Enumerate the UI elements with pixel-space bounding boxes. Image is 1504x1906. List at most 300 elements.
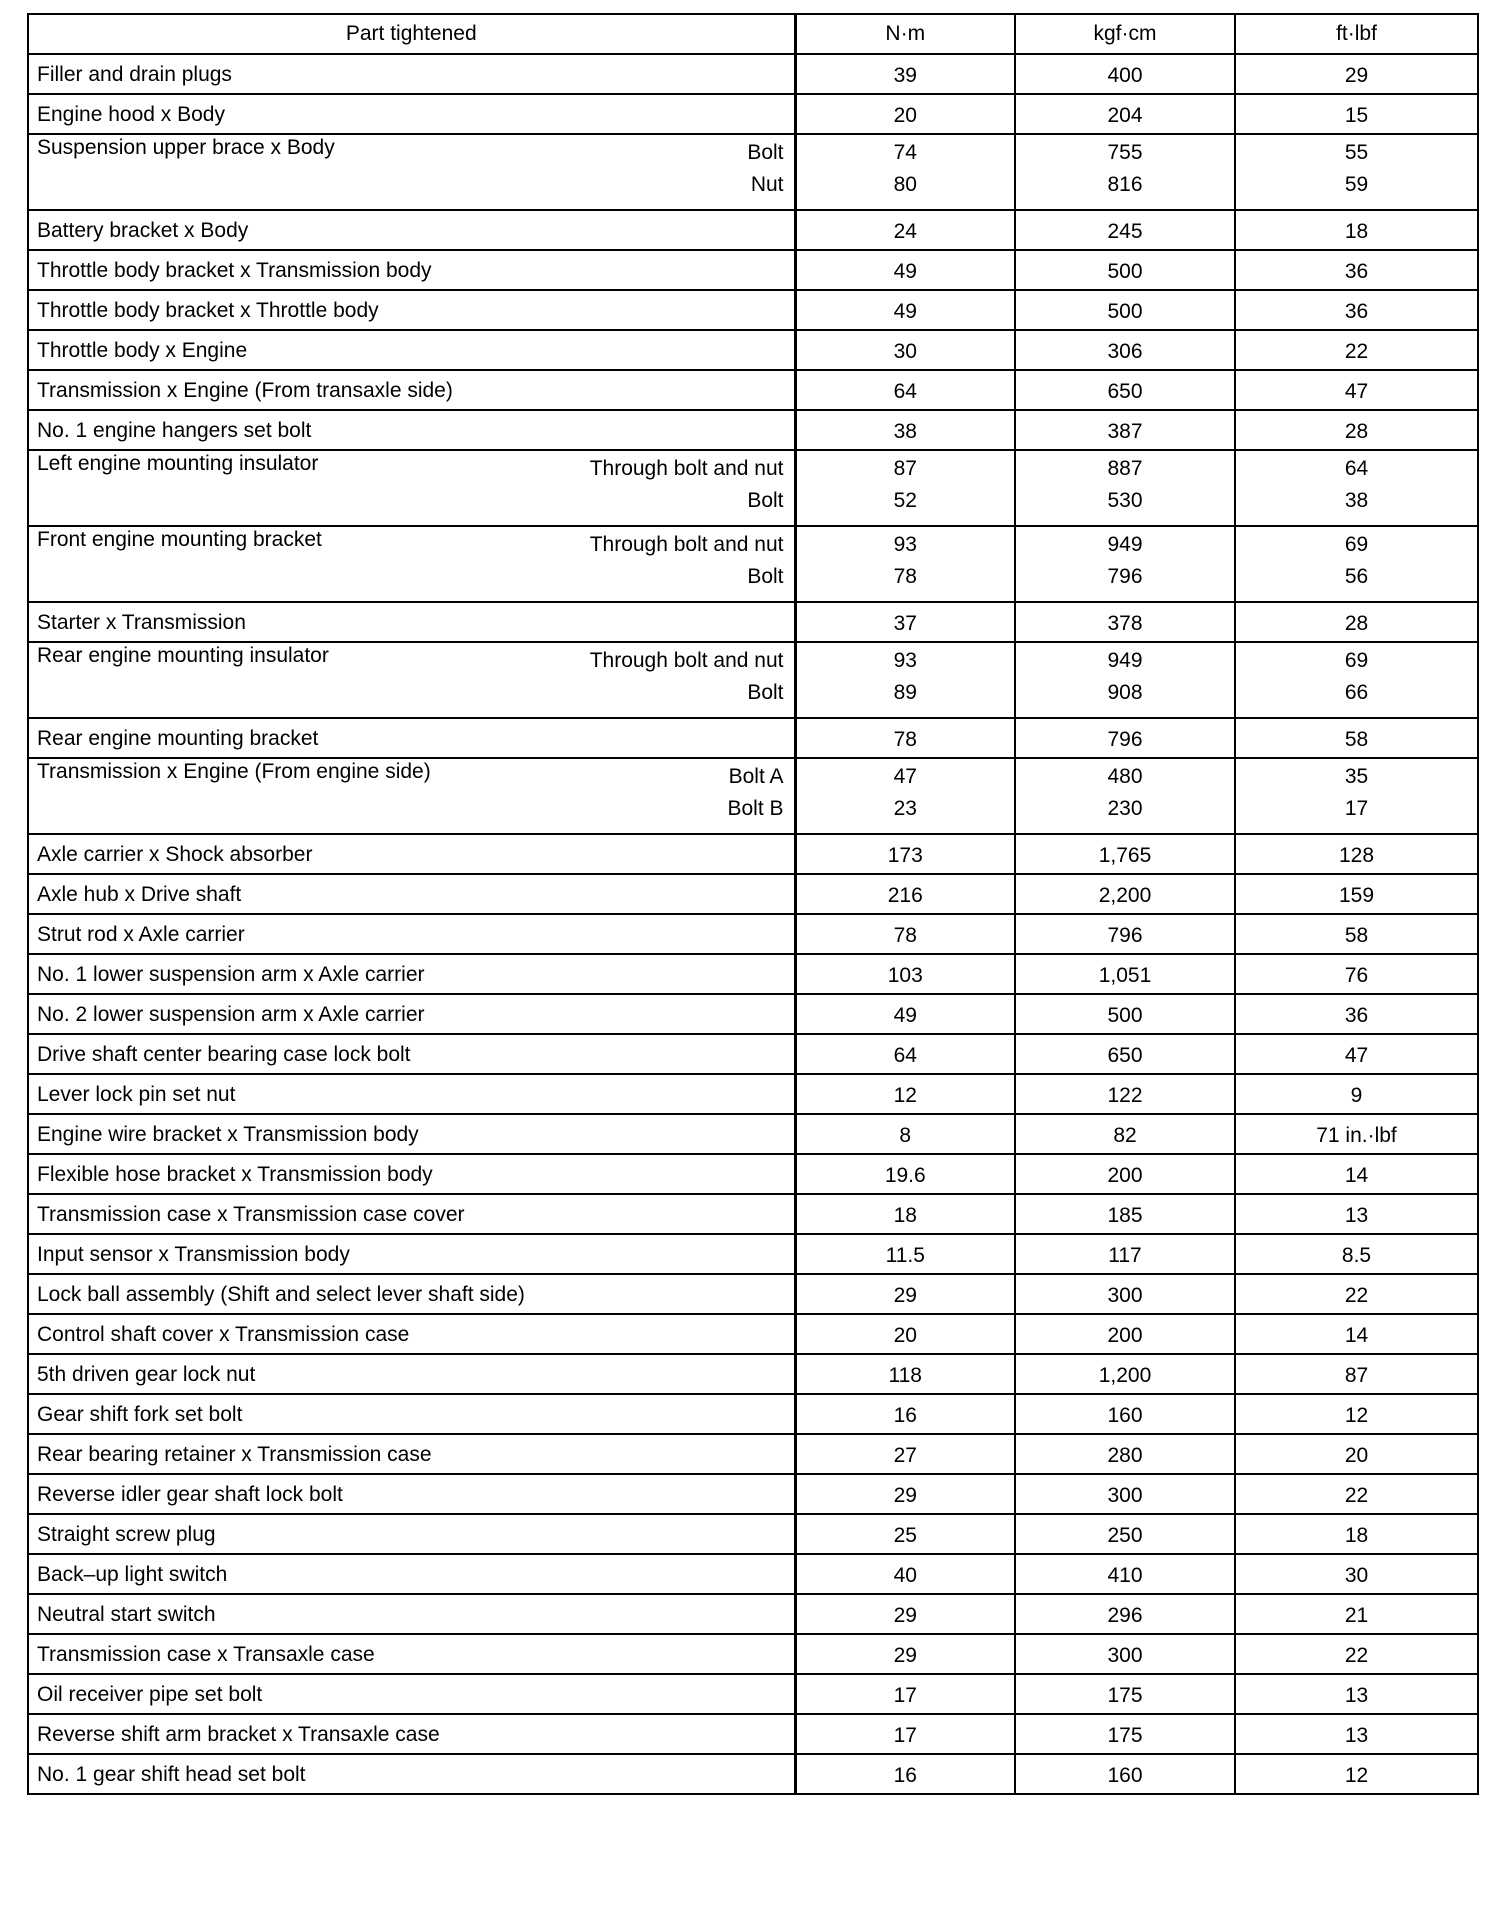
value-ftlbf: 20 bbox=[1344, 1444, 1369, 1467]
value-nm: 16 bbox=[893, 1764, 917, 1787]
value-ftlbf-cell bbox=[1235, 330, 1478, 370]
part-name: Throttle body bracket x Transmission body bbox=[37, 259, 432, 282]
part-cell bbox=[28, 1634, 795, 1674]
value-nm-cell bbox=[795, 642, 1015, 718]
value-ftlbf-cell bbox=[1235, 874, 1478, 914]
value-nm: 93 bbox=[893, 649, 917, 672]
header-row bbox=[28, 14, 1478, 54]
part-sub-label: Bolt A bbox=[728, 765, 784, 788]
value-nm: 25 bbox=[893, 1524, 917, 1547]
value-kgfcm: 300 bbox=[1107, 1644, 1143, 1667]
part-cell bbox=[28, 642, 795, 718]
value-ftlbf: 22 bbox=[1344, 1484, 1369, 1507]
value-kgfcm-cell bbox=[1015, 1594, 1235, 1634]
part-name: Left engine mounting insulator bbox=[37, 452, 319, 475]
part-cell bbox=[28, 1394, 795, 1434]
value-ftlbf-cell bbox=[1235, 1634, 1478, 1674]
value-ftlbf: 29 bbox=[1344, 64, 1369, 87]
torque-spec-table bbox=[27, 13, 1479, 1795]
part-cell bbox=[28, 1154, 795, 1194]
part-cell bbox=[28, 1274, 795, 1314]
value-kgfcm-cell bbox=[1015, 1234, 1235, 1274]
value-nm-cell bbox=[795, 954, 1015, 994]
value-ftlbf-cell bbox=[1235, 370, 1478, 410]
value-nm: 80 bbox=[893, 173, 917, 196]
value-kgfcm-cell bbox=[1015, 1514, 1235, 1554]
value-nm-cell bbox=[795, 94, 1015, 134]
part-name: Lock ball assembly (Shift and select lever shaft side) bbox=[37, 1283, 525, 1306]
value-nm: 74 bbox=[893, 141, 917, 164]
value-ftlbf: 36 bbox=[1344, 1004, 1369, 1027]
part-sub-label: Nut bbox=[750, 173, 784, 196]
value-ftlbf-cell bbox=[1235, 1674, 1478, 1714]
part-cell bbox=[28, 758, 795, 834]
value-ftlbf-cell bbox=[1235, 954, 1478, 994]
value-ftlbf-cell bbox=[1235, 642, 1478, 718]
part-sub-label: Bolt bbox=[747, 681, 784, 704]
value-kgfcm-cell bbox=[1015, 1754, 1235, 1794]
table-row bbox=[28, 1674, 1478, 1714]
value-nm-cell bbox=[795, 450, 1015, 526]
value-ftlbf-cell bbox=[1235, 1434, 1478, 1474]
value-ftlbf-cell bbox=[1235, 210, 1478, 250]
value-nm: 12 bbox=[893, 1084, 917, 1107]
value-kgfcm: 200 bbox=[1107, 1324, 1143, 1347]
value-ftlbf-cell bbox=[1235, 1234, 1478, 1274]
part-sub-label: Through bolt and nut bbox=[589, 533, 784, 556]
part-cell bbox=[28, 1314, 795, 1354]
part-name: Battery bracket x Body bbox=[37, 219, 249, 242]
part-cell bbox=[28, 1754, 795, 1794]
value-ftlbf-cell bbox=[1235, 54, 1478, 94]
value-kgfcm: 530 bbox=[1107, 489, 1143, 512]
part-cell bbox=[28, 1594, 795, 1634]
part-cell bbox=[28, 1194, 795, 1234]
value-nm-cell bbox=[795, 1034, 1015, 1074]
part-cell bbox=[28, 526, 795, 602]
table-row bbox=[28, 450, 1478, 526]
value-nm-cell bbox=[795, 1474, 1015, 1514]
value-ftlbf: 36 bbox=[1344, 260, 1369, 283]
part-cell bbox=[28, 290, 795, 330]
value-ftlbf: 47 bbox=[1344, 380, 1369, 403]
value-ftlbf: 12 bbox=[1344, 1404, 1369, 1427]
value-ftlbf: 22 bbox=[1344, 340, 1369, 363]
value-ftlbf: 47 bbox=[1344, 1044, 1369, 1067]
value-ftlbf: 28 bbox=[1344, 612, 1369, 635]
part-name: Gear shift fork set bolt bbox=[37, 1403, 243, 1426]
value-ftlbf: 21 bbox=[1344, 1604, 1369, 1627]
table-row bbox=[28, 290, 1478, 330]
value-ftlbf-cell bbox=[1235, 914, 1478, 954]
value-ftlbf-cell bbox=[1235, 1074, 1478, 1114]
value-kgfcm: 160 bbox=[1107, 1404, 1143, 1427]
value-kgfcm-cell bbox=[1015, 1194, 1235, 1234]
value-kgfcm: 887 bbox=[1107, 457, 1143, 480]
part-cell bbox=[28, 410, 795, 450]
value-nm: 87 bbox=[893, 457, 917, 480]
value-nm-cell bbox=[795, 914, 1015, 954]
part-sub-label: Bolt bbox=[747, 565, 784, 588]
value-kgfcm: 185 bbox=[1107, 1204, 1143, 1227]
value-nm: 103 bbox=[887, 964, 923, 987]
part-name: No. 1 engine hangers set bolt bbox=[37, 419, 312, 442]
value-nm-cell bbox=[795, 994, 1015, 1034]
part-name: Axle carrier x Shock absorber bbox=[37, 843, 313, 866]
value-kgfcm: 949 bbox=[1107, 533, 1143, 556]
value-kgfcm-cell bbox=[1015, 526, 1235, 602]
value-nm-cell bbox=[795, 1314, 1015, 1354]
value-nm: 47 bbox=[893, 765, 917, 788]
part-cell bbox=[28, 874, 795, 914]
part-name: Transmission case x Transmission case cover bbox=[37, 1203, 465, 1226]
value-nm: 39 bbox=[893, 64, 917, 87]
table-row bbox=[28, 1754, 1478, 1794]
table-row bbox=[28, 526, 1478, 602]
part-name: Drive shaft center bearing case lock bolt bbox=[37, 1043, 411, 1066]
value-nm: 49 bbox=[893, 300, 917, 323]
value-ftlbf: 128 bbox=[1338, 844, 1375, 867]
table-row bbox=[28, 1514, 1478, 1554]
part-name: Control shaft cover x Transmission case bbox=[37, 1323, 410, 1346]
value-ftlbf: 35 bbox=[1344, 765, 1369, 788]
table-row bbox=[28, 134, 1478, 210]
part-name: Oil receiver pipe set bolt bbox=[37, 1683, 263, 1706]
value-nm: 216 bbox=[887, 884, 923, 907]
value-kgfcm: 250 bbox=[1107, 1524, 1143, 1547]
part-name: Input sensor x Transmission body bbox=[37, 1243, 350, 1266]
value-nm: 93 bbox=[893, 533, 917, 556]
value-ftlbf: 38 bbox=[1344, 489, 1369, 512]
value-kgfcm: 500 bbox=[1107, 260, 1143, 283]
part-sub-label: Bolt B bbox=[727, 797, 784, 820]
value-kgfcm-cell bbox=[1015, 954, 1235, 994]
value-nm: 23 bbox=[893, 797, 917, 820]
value-kgfcm: 175 bbox=[1107, 1684, 1143, 1707]
value-kgfcm: 796 bbox=[1107, 565, 1143, 588]
part-cell bbox=[28, 450, 795, 526]
value-kgfcm-cell bbox=[1015, 602, 1235, 642]
value-kgfcm-cell bbox=[1015, 210, 1235, 250]
table-row bbox=[28, 330, 1478, 370]
value-nm-cell bbox=[795, 1394, 1015, 1434]
header-part-tightened: Part tightened bbox=[28, 14, 795, 54]
value-nm-cell bbox=[795, 1114, 1015, 1154]
table-row bbox=[28, 1034, 1478, 1074]
value-nm-cell bbox=[795, 602, 1015, 642]
value-nm: 64 bbox=[893, 1044, 917, 1067]
value-nm: 19.6 bbox=[884, 1164, 926, 1187]
value-kgfcm: 796 bbox=[1107, 924, 1143, 947]
part-cell bbox=[28, 1474, 795, 1514]
table-row bbox=[28, 1074, 1478, 1114]
table-row bbox=[28, 54, 1478, 94]
value-nm-cell bbox=[795, 1194, 1015, 1234]
table-row bbox=[28, 954, 1478, 994]
value-nm-cell bbox=[795, 134, 1015, 210]
value-ftlbf-cell bbox=[1235, 1474, 1478, 1514]
value-kgfcm-cell bbox=[1015, 1474, 1235, 1514]
table-row bbox=[28, 718, 1478, 758]
value-ftlbf-cell bbox=[1235, 1514, 1478, 1554]
value-kgfcm: 1,200 bbox=[1098, 1364, 1152, 1387]
value-nm: 30 bbox=[893, 340, 917, 363]
value-kgfcm: 2,200 bbox=[1098, 884, 1152, 907]
value-nm: 8 bbox=[899, 1124, 912, 1147]
part-cell bbox=[28, 1674, 795, 1714]
value-ftlbf: 13 bbox=[1344, 1204, 1369, 1227]
value-kgfcm: 296 bbox=[1107, 1604, 1143, 1627]
value-ftlbf-cell bbox=[1235, 994, 1478, 1034]
value-ftlbf: 12 bbox=[1344, 1764, 1369, 1787]
value-ftlbf-cell bbox=[1235, 450, 1478, 526]
value-kgfcm-cell bbox=[1015, 1394, 1235, 1434]
part-sub-label: Bolt bbox=[747, 489, 784, 512]
value-kgfcm: 755 bbox=[1107, 141, 1143, 164]
value-nm-cell bbox=[795, 54, 1015, 94]
value-kgfcm-cell bbox=[1015, 1354, 1235, 1394]
part-name: Throttle body bracket x Throttle body bbox=[37, 299, 379, 322]
part-cell bbox=[28, 1034, 795, 1074]
table-row bbox=[28, 834, 1478, 874]
value-nm-cell bbox=[795, 1674, 1015, 1714]
value-ftlbf: 76 bbox=[1344, 964, 1369, 987]
value-ftlbf-cell bbox=[1235, 526, 1478, 602]
value-nm-cell bbox=[795, 758, 1015, 834]
value-kgfcm: 160 bbox=[1107, 1764, 1143, 1787]
value-ftlbf: 18 bbox=[1344, 220, 1369, 243]
value-nm-cell bbox=[795, 1274, 1015, 1314]
value-kgfcm: 122 bbox=[1107, 1084, 1143, 1107]
value-ftlbf: 28 bbox=[1344, 420, 1369, 443]
part-name: Rear engine mounting bracket bbox=[37, 727, 319, 750]
value-nm: 118 bbox=[888, 1364, 922, 1387]
part-cell bbox=[28, 718, 795, 758]
part-cell bbox=[28, 250, 795, 290]
value-ftlbf: 87 bbox=[1344, 1364, 1369, 1387]
value-kgfcm-cell bbox=[1015, 1674, 1235, 1714]
value-ftlbf-cell bbox=[1235, 94, 1478, 134]
value-nm-cell bbox=[795, 210, 1015, 250]
value-nm: 16 bbox=[893, 1404, 917, 1427]
part-sub-label: Bolt bbox=[747, 141, 784, 164]
value-ftlbf-cell bbox=[1235, 718, 1478, 758]
part-sub-label: Through bolt and nut bbox=[589, 457, 784, 480]
value-kgfcm-cell bbox=[1015, 1074, 1235, 1114]
value-nm: 20 bbox=[893, 104, 917, 127]
value-nm: 52 bbox=[893, 489, 917, 512]
part-cell bbox=[28, 54, 795, 94]
value-kgfcm-cell bbox=[1015, 874, 1235, 914]
part-cell bbox=[28, 1434, 795, 1474]
value-kgfcm: 245 bbox=[1107, 220, 1143, 243]
table-row bbox=[28, 1554, 1478, 1594]
part-name: Back–up light switch bbox=[37, 1563, 228, 1586]
value-kgfcm: 387 bbox=[1107, 420, 1143, 443]
value-kgfcm-cell bbox=[1015, 94, 1235, 134]
part-cell bbox=[28, 1554, 795, 1594]
value-nm: 78 bbox=[893, 728, 917, 751]
value-ftlbf-cell bbox=[1235, 1034, 1478, 1074]
value-nm-cell bbox=[795, 1634, 1015, 1674]
value-kgfcm-cell bbox=[1015, 994, 1235, 1034]
part-cell bbox=[28, 834, 795, 874]
part-name: Transmission x Engine (From engine side) bbox=[37, 760, 431, 783]
value-kgfcm-cell bbox=[1015, 1554, 1235, 1594]
value-kgfcm: 300 bbox=[1107, 1484, 1143, 1507]
part-name: No. 2 lower suspension arm x Axle carrier bbox=[37, 1003, 425, 1026]
value-kgfcm: 650 bbox=[1107, 1044, 1143, 1067]
part-cell bbox=[28, 914, 795, 954]
value-nm: 29 bbox=[893, 1604, 917, 1627]
value-kgfcm-cell bbox=[1015, 134, 1235, 210]
part-cell bbox=[28, 210, 795, 250]
value-nm: 11.5 bbox=[885, 1244, 925, 1267]
part-name: Filler and drain plugs bbox=[37, 63, 232, 86]
table-row bbox=[28, 1114, 1478, 1154]
value-nm: 78 bbox=[893, 924, 917, 947]
value-nm-cell bbox=[795, 874, 1015, 914]
value-kgfcm-cell bbox=[1015, 370, 1235, 410]
value-kgfcm: 230 bbox=[1107, 797, 1143, 820]
value-ftlbf-cell bbox=[1235, 758, 1478, 834]
value-ftlbf-cell bbox=[1235, 250, 1478, 290]
value-nm-cell bbox=[795, 1074, 1015, 1114]
value-ftlbf: 71 in.·lbf bbox=[1316, 1124, 1397, 1147]
value-ftlbf: 66 bbox=[1344, 681, 1369, 704]
table-row bbox=[28, 370, 1478, 410]
value-kgfcm: 1,765 bbox=[1098, 844, 1152, 867]
value-kgfcm-cell bbox=[1015, 450, 1235, 526]
table-row bbox=[28, 1154, 1478, 1194]
value-nm-cell bbox=[795, 1434, 1015, 1474]
value-kgfcm: 816 bbox=[1107, 173, 1143, 196]
value-nm-cell bbox=[795, 1594, 1015, 1634]
value-ftlbf-cell bbox=[1235, 1714, 1478, 1754]
value-nm: 49 bbox=[893, 1004, 917, 1027]
part-cell bbox=[28, 134, 795, 210]
table-row bbox=[28, 874, 1478, 914]
value-ftlbf-cell bbox=[1235, 1394, 1478, 1434]
value-kgfcm: 480 bbox=[1107, 765, 1143, 788]
value-nm: 17 bbox=[893, 1684, 917, 1707]
value-nm: 38 bbox=[893, 420, 917, 443]
value-ftlbf: 58 bbox=[1344, 728, 1369, 751]
value-ftlbf: 159 bbox=[1338, 884, 1375, 907]
value-kgfcm: 300 bbox=[1107, 1284, 1143, 1307]
part-cell bbox=[28, 994, 795, 1034]
part-cell bbox=[28, 1074, 795, 1114]
value-kgfcm: 410 bbox=[1107, 1564, 1143, 1587]
value-ftlbf: 14 bbox=[1344, 1324, 1369, 1347]
table-row bbox=[28, 1394, 1478, 1434]
table-row bbox=[28, 642, 1478, 718]
value-nm: 49 bbox=[893, 260, 917, 283]
part-name: Front engine mounting bracket bbox=[37, 528, 322, 551]
value-kgfcm-cell bbox=[1015, 1714, 1235, 1754]
value-ftlbf: 69 bbox=[1344, 533, 1369, 556]
table-row bbox=[28, 994, 1478, 1034]
value-ftlbf-cell bbox=[1235, 134, 1478, 210]
part-name: Neutral start switch bbox=[37, 1603, 216, 1626]
value-ftlbf-cell bbox=[1235, 1594, 1478, 1634]
value-kgfcm: 949 bbox=[1107, 649, 1143, 672]
value-kgfcm-cell bbox=[1015, 54, 1235, 94]
value-nm-cell bbox=[795, 1154, 1015, 1194]
part-cell bbox=[28, 602, 795, 642]
part-name: Transmission case x Transaxle case bbox=[37, 1643, 375, 1666]
value-nm: 40 bbox=[893, 1564, 917, 1587]
part-cell bbox=[28, 94, 795, 134]
value-ftlbf: 69 bbox=[1344, 649, 1369, 672]
value-ftlbf-cell bbox=[1235, 1314, 1478, 1354]
value-kgfcm: 306 bbox=[1107, 340, 1143, 363]
value-ftlbf-cell bbox=[1235, 290, 1478, 330]
value-nm-cell bbox=[795, 526, 1015, 602]
value-nm: 17 bbox=[893, 1724, 917, 1747]
part-cell bbox=[28, 1114, 795, 1154]
table-row bbox=[28, 758, 1478, 834]
value-ftlbf: 13 bbox=[1344, 1684, 1369, 1707]
value-nm: 29 bbox=[893, 1644, 917, 1667]
value-nm: 89 bbox=[893, 681, 917, 704]
value-nm: 64 bbox=[893, 380, 917, 403]
value-ftlbf-cell bbox=[1235, 410, 1478, 450]
value-kgfcm: 1,051 bbox=[1098, 964, 1152, 987]
value-nm-cell bbox=[795, 1554, 1015, 1594]
part-name: Rear bearing retainer x Transmission case bbox=[37, 1443, 432, 1466]
value-nm: 29 bbox=[893, 1484, 917, 1507]
value-nm: 78 bbox=[893, 565, 917, 588]
value-kgfcm-cell bbox=[1015, 1154, 1235, 1194]
value-ftlbf: 30 bbox=[1344, 1564, 1369, 1587]
value-ftlbf-cell bbox=[1235, 1274, 1478, 1314]
value-nm-cell bbox=[795, 1234, 1015, 1274]
part-cell bbox=[28, 954, 795, 994]
value-nm: 20 bbox=[893, 1324, 917, 1347]
value-kgfcm: 650 bbox=[1107, 380, 1143, 403]
part-name: Throttle body x Engine bbox=[37, 339, 248, 362]
value-nm-cell bbox=[795, 1754, 1015, 1794]
value-ftlbf: 22 bbox=[1344, 1644, 1369, 1667]
value-ftlbf-cell bbox=[1235, 602, 1478, 642]
value-kgfcm-cell bbox=[1015, 718, 1235, 758]
value-ftlbf: 18 bbox=[1344, 1524, 1369, 1547]
value-nm-cell bbox=[795, 1354, 1015, 1394]
part-cell bbox=[28, 370, 795, 410]
part-name: Reverse idler gear shaft lock bolt bbox=[37, 1483, 343, 1506]
value-kgfcm: 378 bbox=[1107, 612, 1143, 635]
value-kgfcm-cell bbox=[1015, 642, 1235, 718]
value-kgfcm-cell bbox=[1015, 1034, 1235, 1074]
value-ftlbf: 17 bbox=[1344, 797, 1369, 820]
part-cell bbox=[28, 1514, 795, 1554]
value-ftlbf-cell bbox=[1235, 1194, 1478, 1234]
value-ftlbf-cell bbox=[1235, 1554, 1478, 1594]
value-nm-cell bbox=[795, 1714, 1015, 1754]
value-ftlbf: 15 bbox=[1344, 104, 1369, 127]
table-row bbox=[28, 914, 1478, 954]
value-ftlbf: 8.5 bbox=[1341, 1244, 1372, 1267]
table-row bbox=[28, 1314, 1478, 1354]
part-name: Rear engine mounting insulator bbox=[37, 644, 329, 667]
value-ftlbf: 13 bbox=[1344, 1724, 1369, 1747]
table-row bbox=[28, 410, 1478, 450]
value-kgfcm: 204 bbox=[1107, 104, 1143, 127]
value-kgfcm: 908 bbox=[1107, 681, 1143, 704]
part-name: Straight screw plug bbox=[37, 1523, 216, 1546]
part-name: Reverse shift arm bracket x Transaxle case bbox=[37, 1723, 440, 1746]
